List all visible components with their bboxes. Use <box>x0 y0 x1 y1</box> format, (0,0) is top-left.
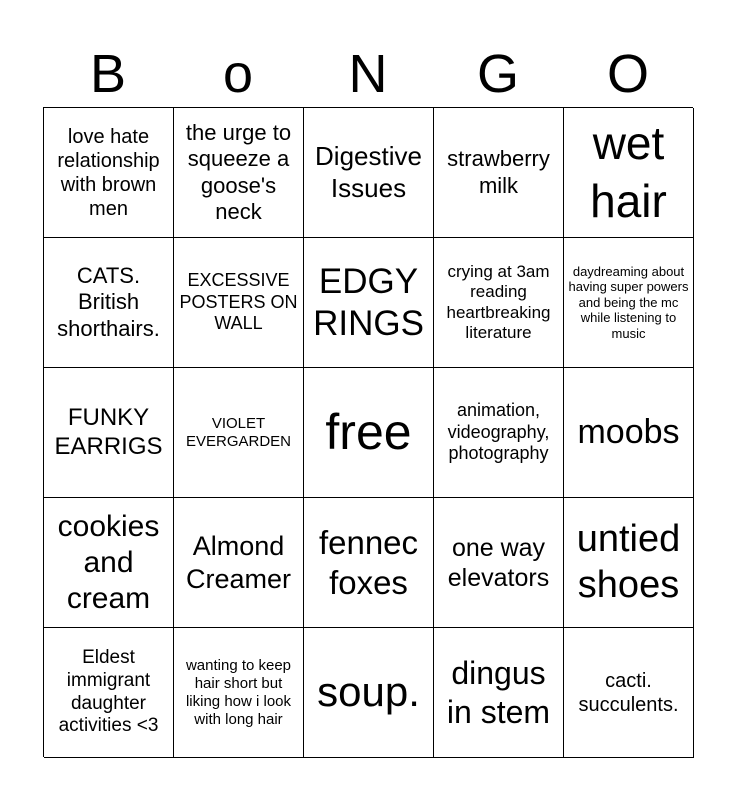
cell-text: Almond Creamer <box>185 531 292 594</box>
bingo-cell[interactable] <box>434 238 564 368</box>
bingo-cell[interactable] <box>44 108 174 238</box>
bingo-cell[interactable] <box>564 238 694 368</box>
cell-text: moobs <box>577 413 680 452</box>
cell-text: CATS. British shorthairs. <box>57 262 160 341</box>
cell-text: free <box>325 404 412 461</box>
cell-text: wet hair <box>590 117 667 227</box>
header-letter-o: o <box>222 44 254 104</box>
bingo-cell[interactable] <box>174 108 304 238</box>
bingo-cell[interactable] <box>564 628 694 758</box>
header-letter-g: G <box>476 44 519 104</box>
header-letter-o2: O <box>606 44 649 104</box>
bingo-header <box>43 40 693 108</box>
bingo-cell[interactable] <box>434 498 564 628</box>
cell-text: soup. <box>317 668 420 716</box>
bingo-cell[interactable] <box>564 498 694 628</box>
cell-text: the urge to squeeze a goose's neck <box>185 119 292 224</box>
bingo-cell[interactable] <box>434 628 564 758</box>
cell-text: wanting to keep hair short but liking how i look with long hair <box>185 656 292 728</box>
cell-text: crying at 3am reading heartbreaking literature <box>446 261 551 342</box>
cell-text: love hate relationship with brown men <box>57 125 160 220</box>
cell-text: daydreaming about having super powers and being the mc while listening to music <box>568 263 689 341</box>
bingo-free-cell[interactable] <box>304 368 434 498</box>
bingo-cell[interactable] <box>434 368 564 498</box>
bingo-cell[interactable] <box>174 628 304 758</box>
cell-text: animation, videography, photography <box>447 400 550 464</box>
cell-text: EDGY RINGS <box>313 261 424 343</box>
bingo-cell[interactable] <box>434 108 564 238</box>
header-letter-b: B <box>89 44 127 104</box>
cell-text: cacti. succulents. <box>578 669 679 716</box>
bingo-cell[interactable] <box>564 108 694 238</box>
cell-text: Eldest immigrant daughter activities <3 <box>58 646 159 737</box>
bingo-cell[interactable] <box>304 108 434 238</box>
bingo-cell[interactable] <box>44 368 174 498</box>
cell-text: untied shoes <box>576 517 681 606</box>
bingo-cell[interactable] <box>304 498 434 628</box>
cell-text: Digestive Issues <box>315 141 422 203</box>
cell-text: EXCESSIVE POSTERS ON WALL <box>179 270 298 334</box>
cell-text: FUNKY EARRIGS <box>54 403 163 460</box>
cell-text: dingus in stem <box>446 655 551 730</box>
header-letter-n: N <box>348 44 388 104</box>
cell-text: one way elevators <box>447 533 550 592</box>
bingo-cell[interactable] <box>44 628 174 758</box>
bingo-cell[interactable] <box>304 238 434 368</box>
cell-text: VIOLET EVERGARDEN <box>185 414 292 450</box>
cell-text: strawberry milk <box>447 146 550 198</box>
bingo-cell[interactable] <box>174 368 304 498</box>
bingo-cell[interactable] <box>44 238 174 368</box>
bingo-cell[interactable] <box>44 498 174 628</box>
bingo-cell[interactable] <box>174 498 304 628</box>
bingo-cell[interactable] <box>174 238 304 368</box>
bingo-grid <box>43 107 693 757</box>
bingo-cell[interactable] <box>564 368 694 498</box>
cell-text: cookies and cream <box>57 509 160 615</box>
cell-text: fennec foxes <box>318 523 419 601</box>
bingo-cell[interactable] <box>304 628 434 758</box>
